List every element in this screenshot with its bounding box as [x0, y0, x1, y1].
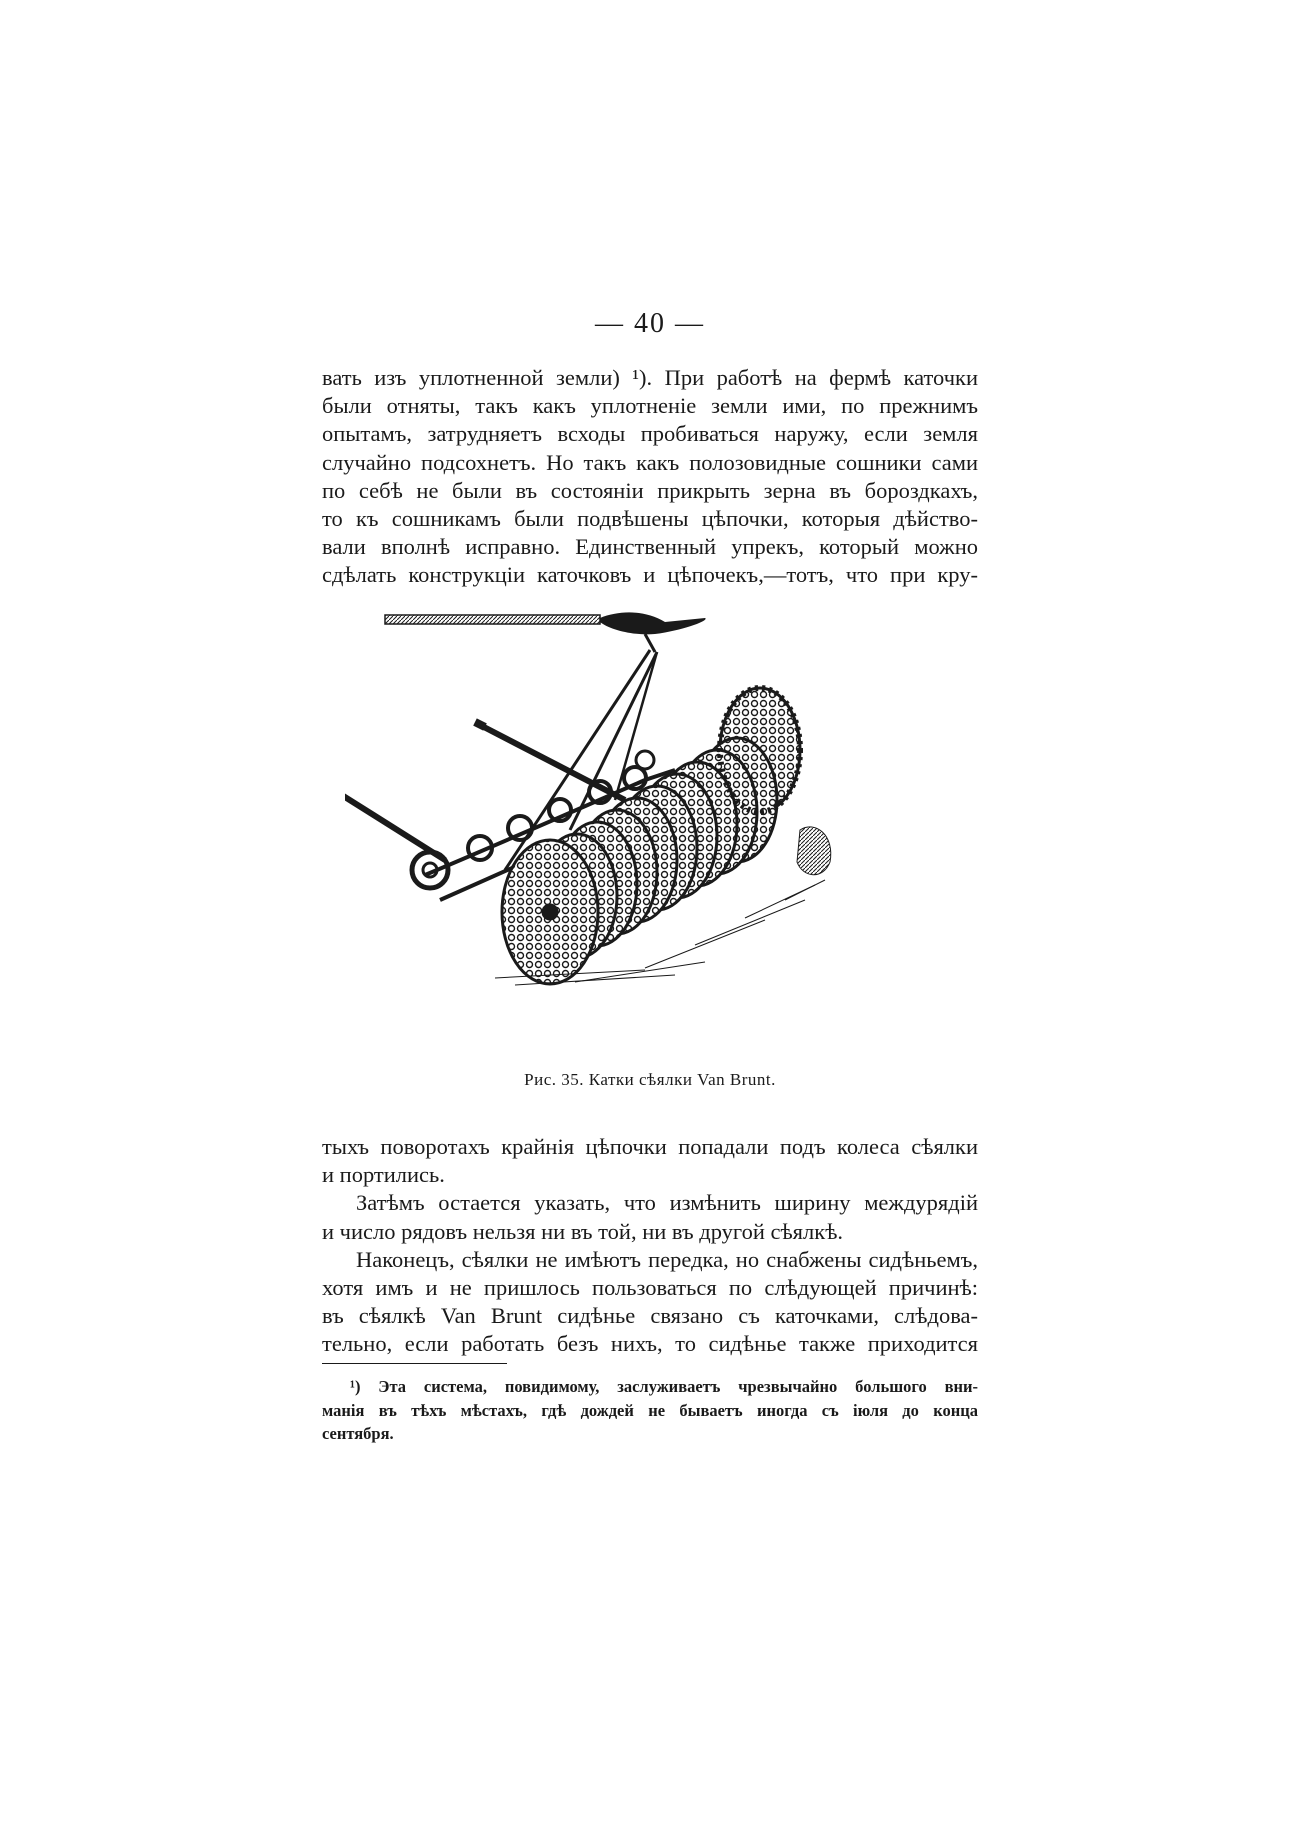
figure-van-brunt-rollers	[345, 600, 965, 1040]
footnote-line: сентября.	[322, 1424, 394, 1443]
footnote	[322, 1375, 978, 1446]
text-line: вать изъ уплотненной земли) ¹). При работѣ на фермѣ каточки	[322, 365, 978, 390]
text-line: хотя имъ и не пришлось пользоваться по слѣдующей причинѣ:	[322, 1275, 978, 1301]
footnote-divider	[322, 1363, 507, 1364]
seat-bar	[385, 612, 706, 652]
text-line: по себѣ не были въ состояніи прикрыть зерна въ бороздкахъ,	[322, 477, 978, 503]
rollers	[502, 688, 800, 984]
figure-caption: Рис. 35. Катки сѣялки Van Brunt.	[524, 1070, 776, 1089]
text-line: и портились.	[322, 1162, 445, 1188]
text-line: то къ сошникамъ были подвѣшены цѣпочки, которыя дѣйство-	[322, 506, 978, 532]
text-line: Затѣмъ остается указать, что измѣнить ширину междурядій	[356, 1190, 978, 1216]
body-text-top	[322, 364, 978, 590]
page-number: — 40 —	[595, 308, 705, 339]
text-line: тельно, если работать безъ нихъ, то сидѣнье также приходится	[322, 1331, 978, 1357]
body-text-bottom	[322, 1133, 978, 1359]
footnote-line: манія въ тѣхъ мѣстахъ, гдѣ дождей не бываетъ иногда съ іюля до конца	[322, 1400, 978, 1420]
text-line: тыхъ поворотахъ крайнія цѣпочки попадали подъ колеса сѣялки	[322, 1134, 978, 1159]
text-line: сдѣлать конструкціи каточковъ и цѣпочекъ,—тотъ, что при кру-	[322, 562, 978, 588]
text-line: въ сѣялкѣ Van Brunt сидѣнье связано съ каточками, слѣдова-	[322, 1303, 978, 1329]
text-line: случайно подсохнетъ. Но такъ какъ полозовидные сошники сами	[322, 449, 978, 475]
text-line: опытамъ, затрудняетъ всходы пробиваться наружу, если земля	[322, 421, 978, 447]
text-line: вали вполнѣ исправно. Единственный упрекъ, который можно	[322, 534, 978, 560]
text-line: были отняты, такъ какъ уплотненіе земли ими, по прежнимъ	[322, 393, 978, 419]
text-line: и число рядовъ нельзя ни въ той, ни въ другой сѣялкѣ.	[322, 1218, 844, 1244]
text-line: Наконецъ, сѣялки не имѣютъ передка, но снабжены сидѣньемъ,	[356, 1246, 978, 1272]
footnote-line: ¹) Эта система, повидимому, заслуживаетъ чрезвычайно большого вни-	[350, 1377, 978, 1396]
